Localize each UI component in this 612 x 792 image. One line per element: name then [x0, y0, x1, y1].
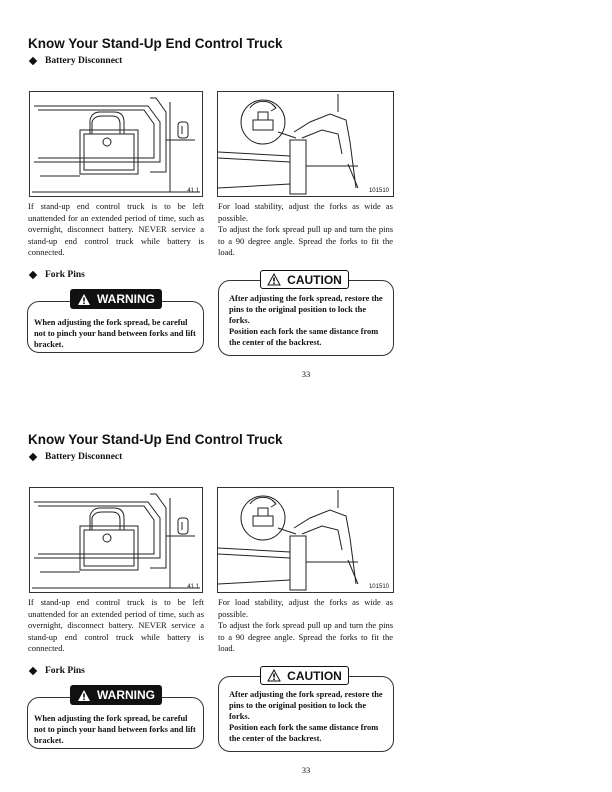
fork-pin-illustration	[218, 92, 393, 196]
fork-adjust-text-2: To adjust the fork spread pull up and turn the pins to a 90 degree angle. Spread the forks to fit the load.	[218, 620, 393, 654]
fork-pin-figure	[217, 487, 394, 593]
battery-text: If stand-up end control truck is to be left unattended for an extended period of time, such as overnight, disconnect battery. NEVER service a stand-up end control truck while battery is connected.	[28, 201, 204, 258]
caution-box	[218, 676, 394, 752]
section-battery-disconnect	[30, 452, 122, 462]
warning-badge	[70, 289, 162, 309]
caution-label: CAUTION	[287, 668, 342, 683]
section-heading: Fork Pins	[45, 270, 85, 280]
figure-label: 41 1	[187, 584, 199, 590]
warning-label: WARNING	[97, 688, 155, 702]
fork-adjust-text-2: To adjust the fork spread pull up and turn the pins to a 90 degree angle. Spread the forks to fit the load.	[218, 224, 393, 258]
caution-badge	[260, 666, 349, 685]
page-title: Know Your Stand-Up End Control Truck	[28, 432, 283, 447]
battery-paragraph	[28, 597, 204, 655]
caution-text	[229, 689, 387, 744]
page-number: 33	[301, 369, 311, 379]
warning-text: When adjusting the fork spread, be careful not to pinch your hand between forks and lift bracket.	[34, 318, 196, 349]
battery-figure	[29, 487, 203, 593]
battery-text: If stand-up end control truck is to be left unattended for an extended period of time, such as overnight, disconnect battery. NEVER service a stand-up end control truck while battery is connected.	[28, 597, 204, 654]
caution-box	[218, 280, 394, 356]
page-number: 33	[301, 765, 311, 775]
fork-adjust-paragraph	[218, 201, 393, 259]
section-battery-disconnect	[30, 56, 122, 66]
fork-pin-illustration	[218, 488, 393, 592]
battery-illustration	[30, 92, 202, 196]
battery-paragraph	[28, 201, 204, 259]
section-fork-pins	[30, 270, 85, 280]
caution-text-1: After adjusting the fork spread, restore the pins to the original position to lock the forks.	[229, 294, 383, 325]
fork-adjust-text-1: For load stability, adjust the forks as wide as possible.	[218, 201, 393, 223]
section-heading: Battery Disconnect	[45, 452, 123, 462]
caution-text	[229, 293, 387, 348]
fork-pin-figure	[217, 91, 394, 197]
caution-triangle-icon	[267, 669, 281, 682]
section-heading: Fork Pins	[45, 666, 85, 676]
diamond-bullet-icon	[29, 453, 37, 461]
caution-text-1: After adjusting the fork spread, restore the pins to the original position to lock the forks.	[229, 690, 383, 721]
figure-label: 101510	[368, 584, 389, 590]
battery-figure	[29, 91, 203, 197]
warning-text: When adjusting the fork spread, be careful not to pinch your hand between forks and lift bracket.	[34, 714, 196, 745]
fork-adjust-paragraph	[218, 597, 393, 655]
section-heading: Battery Disconnect	[45, 56, 123, 66]
page-bottom	[0, 396, 612, 792]
warning-triangle-icon	[77, 689, 91, 702]
diamond-bullet-icon	[29, 667, 37, 675]
caution-badge	[260, 270, 349, 289]
caution-text-2: Position each fork the same distance from the center of the backrest.	[229, 327, 379, 347]
diamond-bullet-icon	[29, 271, 37, 279]
caution-label: CAUTION	[287, 272, 342, 287]
warning-label: WARNING	[97, 292, 155, 306]
figure-label: 41 1	[187, 188, 199, 194]
page-title: Know Your Stand-Up End Control Truck	[28, 36, 283, 51]
figure-label: 101510	[368, 188, 389, 194]
diamond-bullet-icon	[29, 57, 37, 65]
warning-badge	[70, 685, 162, 705]
section-fork-pins	[30, 666, 85, 676]
battery-illustration	[30, 488, 202, 592]
fork-adjust-text-1: For load stability, adjust the forks as wide as possible.	[218, 597, 393, 619]
caution-triangle-icon	[267, 273, 281, 286]
warning-triangle-icon	[77, 293, 91, 306]
caution-text-2: Position each fork the same distance from the center of the backrest.	[229, 723, 379, 743]
